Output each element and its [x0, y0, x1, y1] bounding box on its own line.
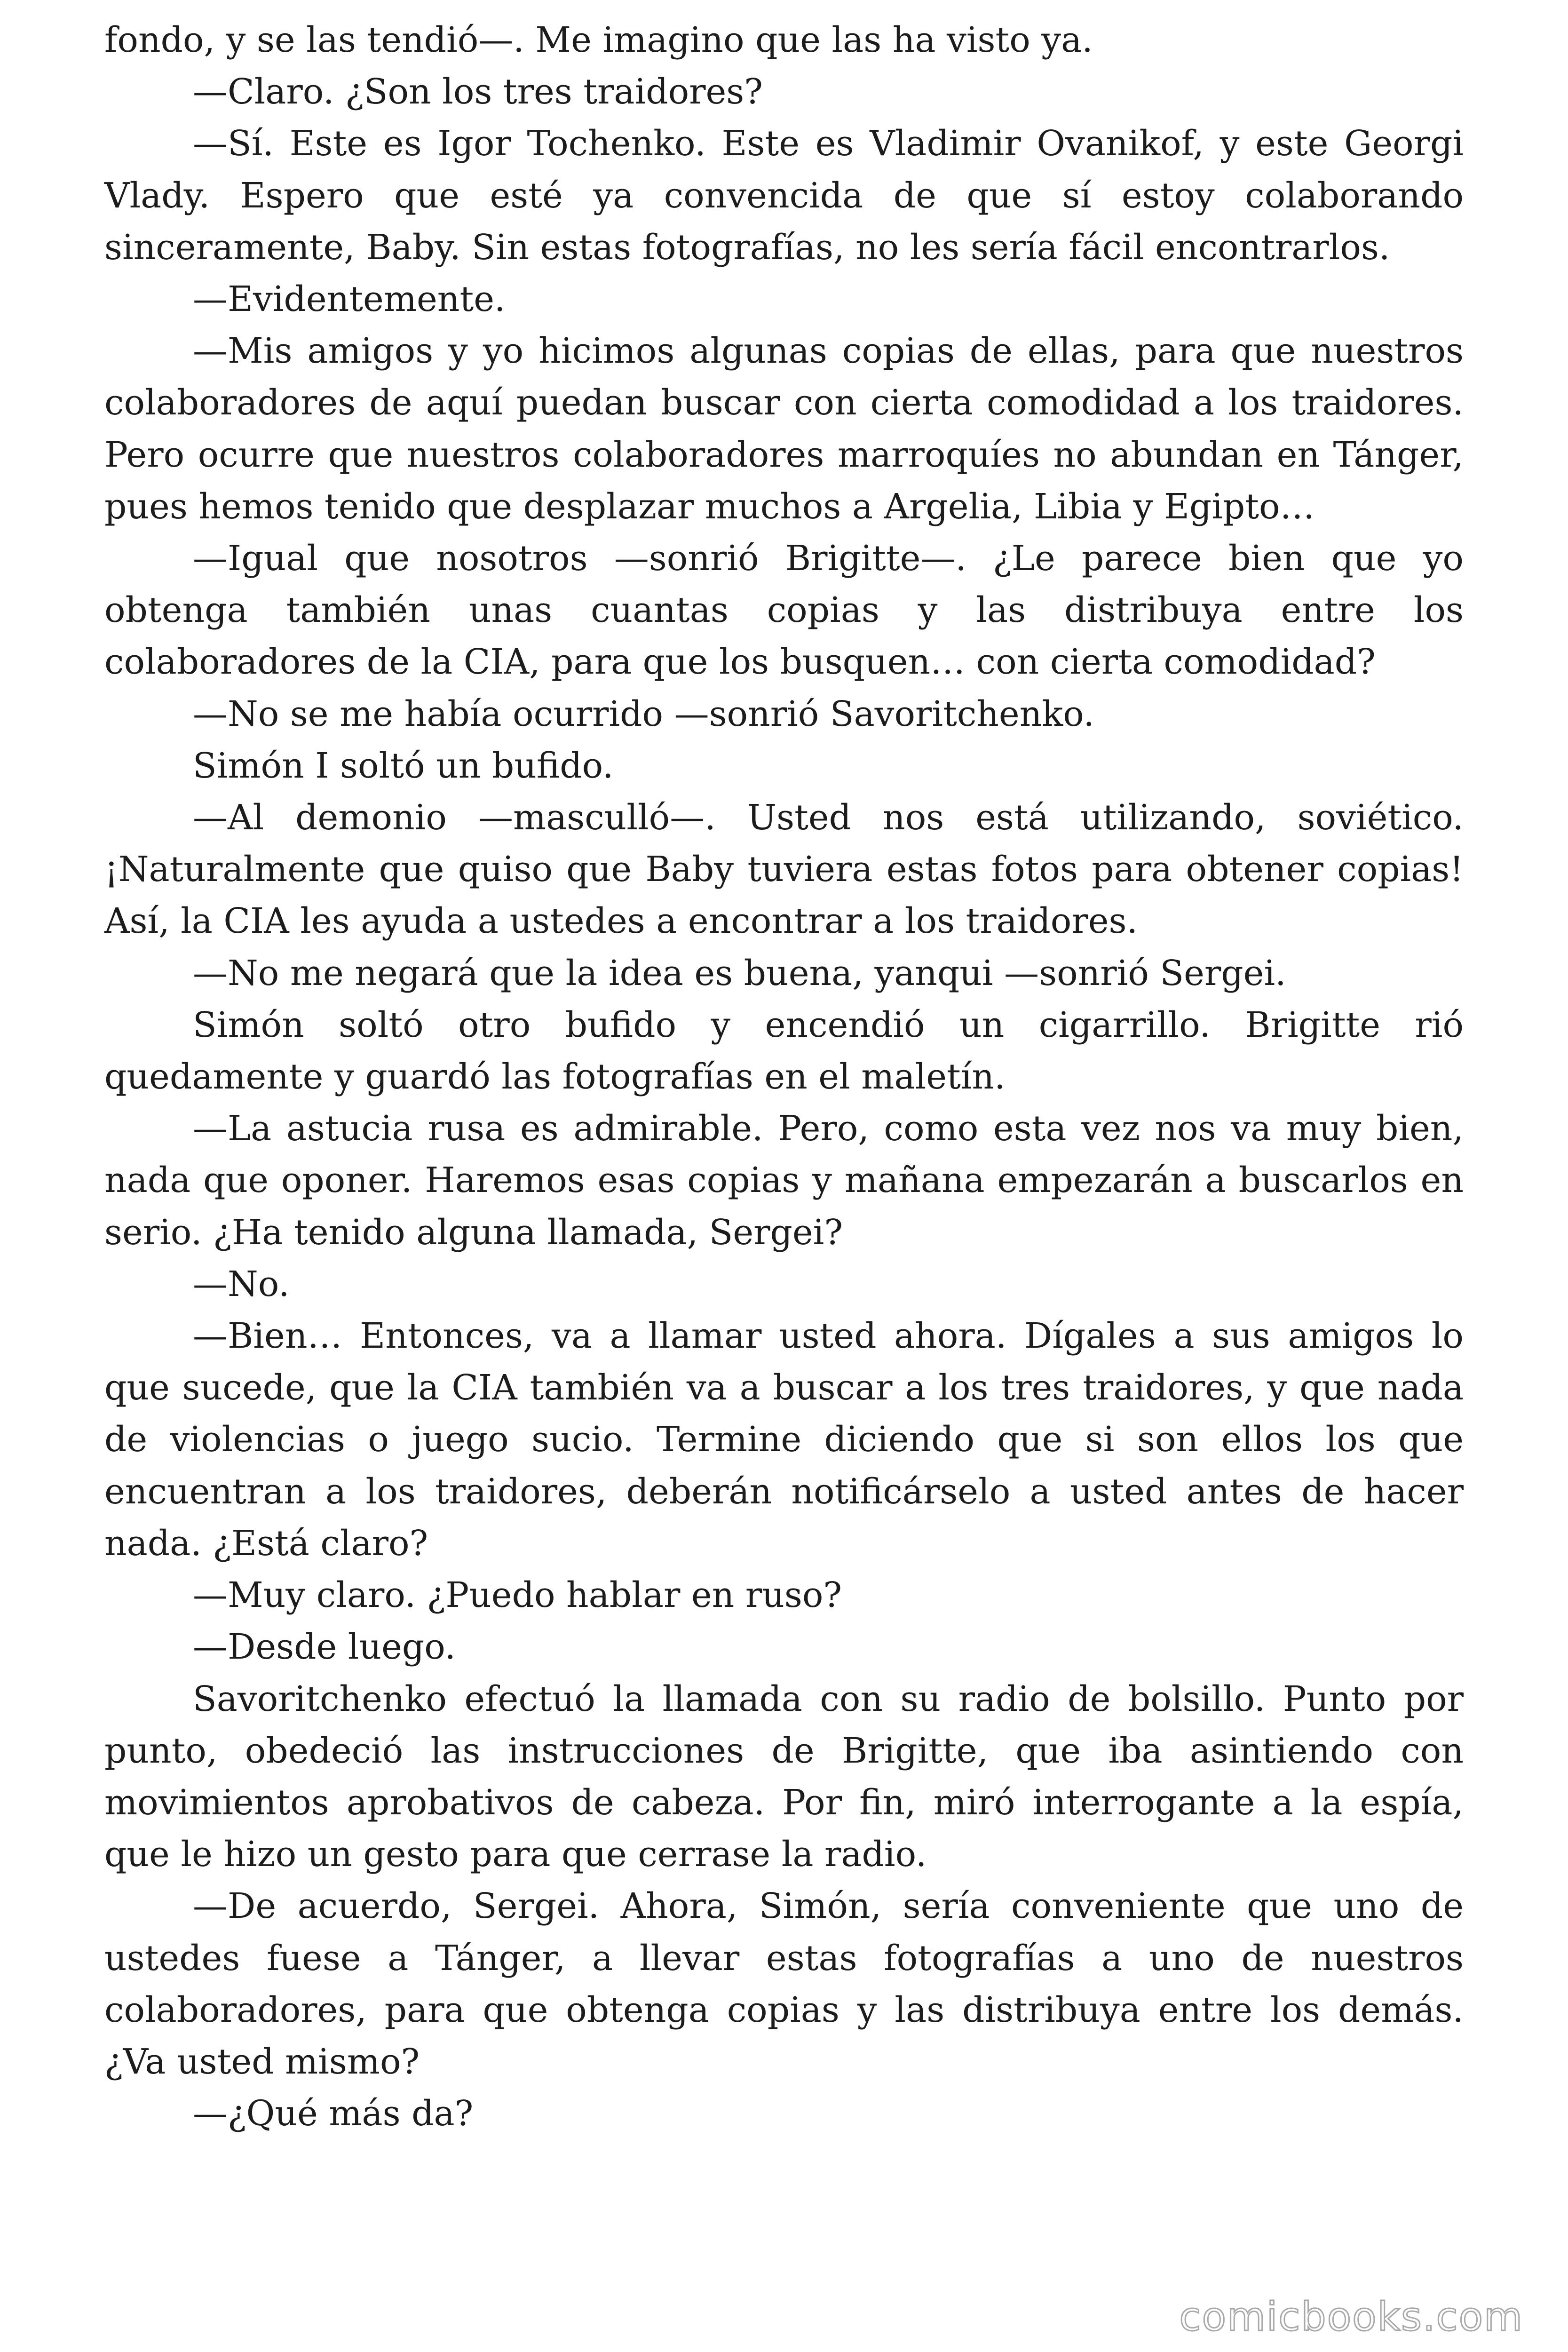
paragraph: —Sí. Este es Igor Tochenko. Este es Vladimir Ovanikof, y este Georgi Vlady. Espero que esté ya convencida de que sí estoy colaborando sinceramente, Baby. Sin estas fotografías, no les sería fácil encontrarlos. — [104, 123, 1464, 268]
paragraph: —Igual que nosotros —sonrió Brigitte—. ¿Le parece bien que yo obtenga también unas cuantas copias y las distribuya entre los colaboradores de la CIA, para que los busquen… con cierta comodidad? — [104, 538, 1464, 683]
paragraph: —Evidentemente. — [193, 279, 506, 320]
paragraph: —Claro. ¿Son los tres traidores? — [193, 72, 763, 112]
paragraph: —No me negará que la idea es buena, yanqui —sonrió Sergei. — [193, 953, 1286, 993]
paragraph: Simón I soltó un bufido. — [193, 745, 614, 786]
book-page-text — [104, 14, 1464, 2139]
paragraph: —Al demonio —masculló—. Usted nos está utilizando, soviético. ¡Naturalmente que quiso que Baby tuviera estas fotos para obtener copias! Así, la CIA les ayuda a ustedes a encontrar a los traidores. — [104, 797, 1464, 942]
paragraph: —¿Qué más da? — [193, 2093, 474, 2134]
paragraph: —No. — [193, 1263, 290, 1304]
paragraph: —De acuerdo, Sergei. Ahora, Simón, sería conveniente que uno de ustedes fuese a Tánger, a llevar estas fotografías a uno de nuestros colaboradores, para que obtenga copias y las distribuya entre los demás. ¿Va usted mismo? — [104, 1886, 1464, 2082]
paragraph: —La astucia rusa es admirable. Pero, como esta vez nos va muy bien, nada que oponer. Haremos esas copias y mañana empezarán a buscarlos en serio. ¿Ha tenido alguna llamada, Sergei? — [104, 1108, 1464, 1253]
paragraph: Savoritchenko efectuó la llamada con su radio de bolsillo. Punto por punto, obedeció las instrucciones de Brigitte, que iba asintiendo con movimientos aprobativos de cabeza. Por fin, miró interrogante a la espía, que le hizo un gesto para que cerrase la radio. — [104, 1678, 1464, 1875]
paragraph: —Mis amigos y yo hicimos algunas copias de ellas, para que nuestros colaboradores de aquí puedan buscar con cierta comodidad a los traidores. Pero ocurre que nuestros colaboradores marroquíes no abundan en Tánger, pues hemos tenido que desplazar muchos a Argelia, Libia y Egipto… — [104, 331, 1464, 527]
paragraph: Simón soltó otro bufido y encendió un cigarrillo. Brigitte rió quedamente y guardó las fotografías en el maletín. — [104, 1004, 1464, 1097]
paragraph: —No se me había ocurrido —sonrió Savoritchenko. — [193, 693, 1094, 734]
paragraph-continuation: fondo, y se las tendió—. Me imagino que las ha visto ya. — [104, 20, 1093, 60]
paragraph: —Muy claro. ¿Puedo hablar en ruso? — [193, 1575, 842, 1616]
paragraph: —Bien… Entonces, va a llamar usted ahora. Dígales a sus amigos lo que sucede, que la CIA también va a buscar a los tres traidores, y que nada de violencias o juego sucio. Termine diciendo que si son ellos los que encuentran a los traidores, deberán notificárselo a usted antes de hacer nada. ¿Está claro? — [104, 1316, 1464, 1564]
paragraph: —Desde luego. — [193, 1627, 456, 1668]
site-watermark: comicbooks.com — [1179, 2294, 1523, 2340]
